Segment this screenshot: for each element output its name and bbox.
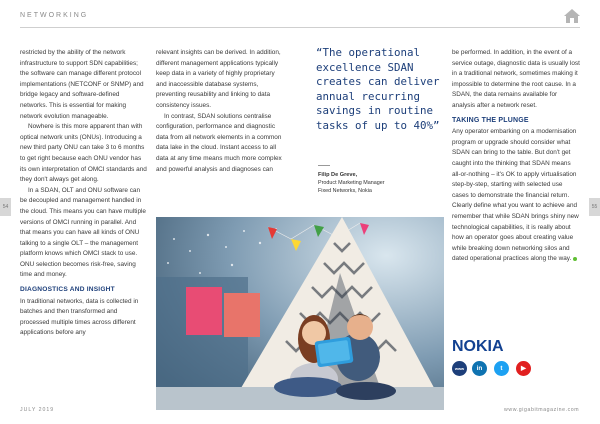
feature-photo [156,217,444,410]
column-4 [452,48,580,265]
quote-author-company: Fixed Networks, Nokia [318,188,372,194]
quote-author-role: Product Marketing Manager [318,180,385,186]
header-divider [20,27,580,28]
paragraph [452,127,580,265]
end-mark-icon [573,257,577,261]
subheading-plunge: TAKING THE PLUNGE [452,116,529,124]
paragraph: In a SDAN, OLT and ONU software can be decoupled and management handled in the cloud. This means you can have multiple versions of OMCI running in parallel. And that means you can have all kinds of ONU talking to a single OLT – the management platform knows which OMCI stack to use. ONU selection becomes risk-free, saving time and money. [20,186,146,279]
paragraph: Nowhere is this more apparent than with optical network units (ONUs). Introducing a new third party ONU can take 3 to 6 months to get right because each ONU vendor has its own interpretation of OMCI standards and they don't always get along. [20,123,147,184]
paragraph: In traditional networks, data is collected in batches and then transformed and processed multiple times across different applications before any [20,297,139,337]
paragraph: be performed. In addition, in the event of a service outage, diagnostic data is usually lost in a traditional network, sometimes making it impossible to determine the root cause. In a SDAN, the data remains available for analysis after a network reset. [452,49,580,109]
photo-illustration [156,217,444,410]
section-label: NETWORKING [20,12,89,19]
page-number-left: 54 [0,198,11,216]
pull-quote: “The operational excellence SDAN creates can deliver annual recurring savings in routine tasks of up to 40%” [316,46,440,132]
quote-author-name: Filip De Greve, [318,172,358,178]
paragraph-text: Any operator embarking on a modernisation program or upgrade should consider what SDAN can bring to the table. But don't get caught into the thinking that SDAN means all-or-nothing – it's OK to apply virtualisation step-by-step, starting with selected use cases to demonstrate the financial return. Clearly define what you want to achieve and remember that while SDAN brings shiny new technological capabilities, it is really about how an operator goes about creating value while breaking down networking silos and dated operational practices along the way. [452,128,579,263]
page-number-right: 55 [589,198,600,216]
paragraph: In contrast, SDAN solutions centralise configuration, performance and diagnostic data from all network elements in a common data lake in the cloud. Instant access to all data at any time means much more complex and powerful analysis and diagnoses can [156,112,282,173]
quote-attribution [318,171,448,195]
footer-date: JULY 2019 [20,407,55,413]
footer-website-link[interactable]: www.gigabitmagazine.com [504,407,580,413]
column-2 [156,48,284,175]
twitter-icon[interactable]: t [494,361,509,376]
paragraph: restricted by the ability of the network infrastructure to support SDN capabilities; the software can manage different protocol implementations (NETCONF or SNMP) and bridge legacy and software-defined networks. This is essential for making network evolution manageable. [20,49,144,120]
quote-divider [318,165,330,166]
subheading-diagnostics: DIAGNOSTICS AND INSIGHT [20,286,115,294]
home-icon[interactable] [563,8,581,24]
nokia-logo-text: NOKIA [452,338,504,353]
linkedin-icon[interactable]: in [472,361,487,376]
website-icon[interactable]: www [452,361,467,376]
column-1 [20,48,148,339]
youtube-icon[interactable]: ▶ [516,361,531,376]
nokia-logo [452,337,516,353]
paragraph: relevant insights can be derived. In addition, different management applications typically keep data in a variety of highly proprietary and inaccessible database systems, preventing reusability and linking to data consistency issues. [156,49,281,109]
